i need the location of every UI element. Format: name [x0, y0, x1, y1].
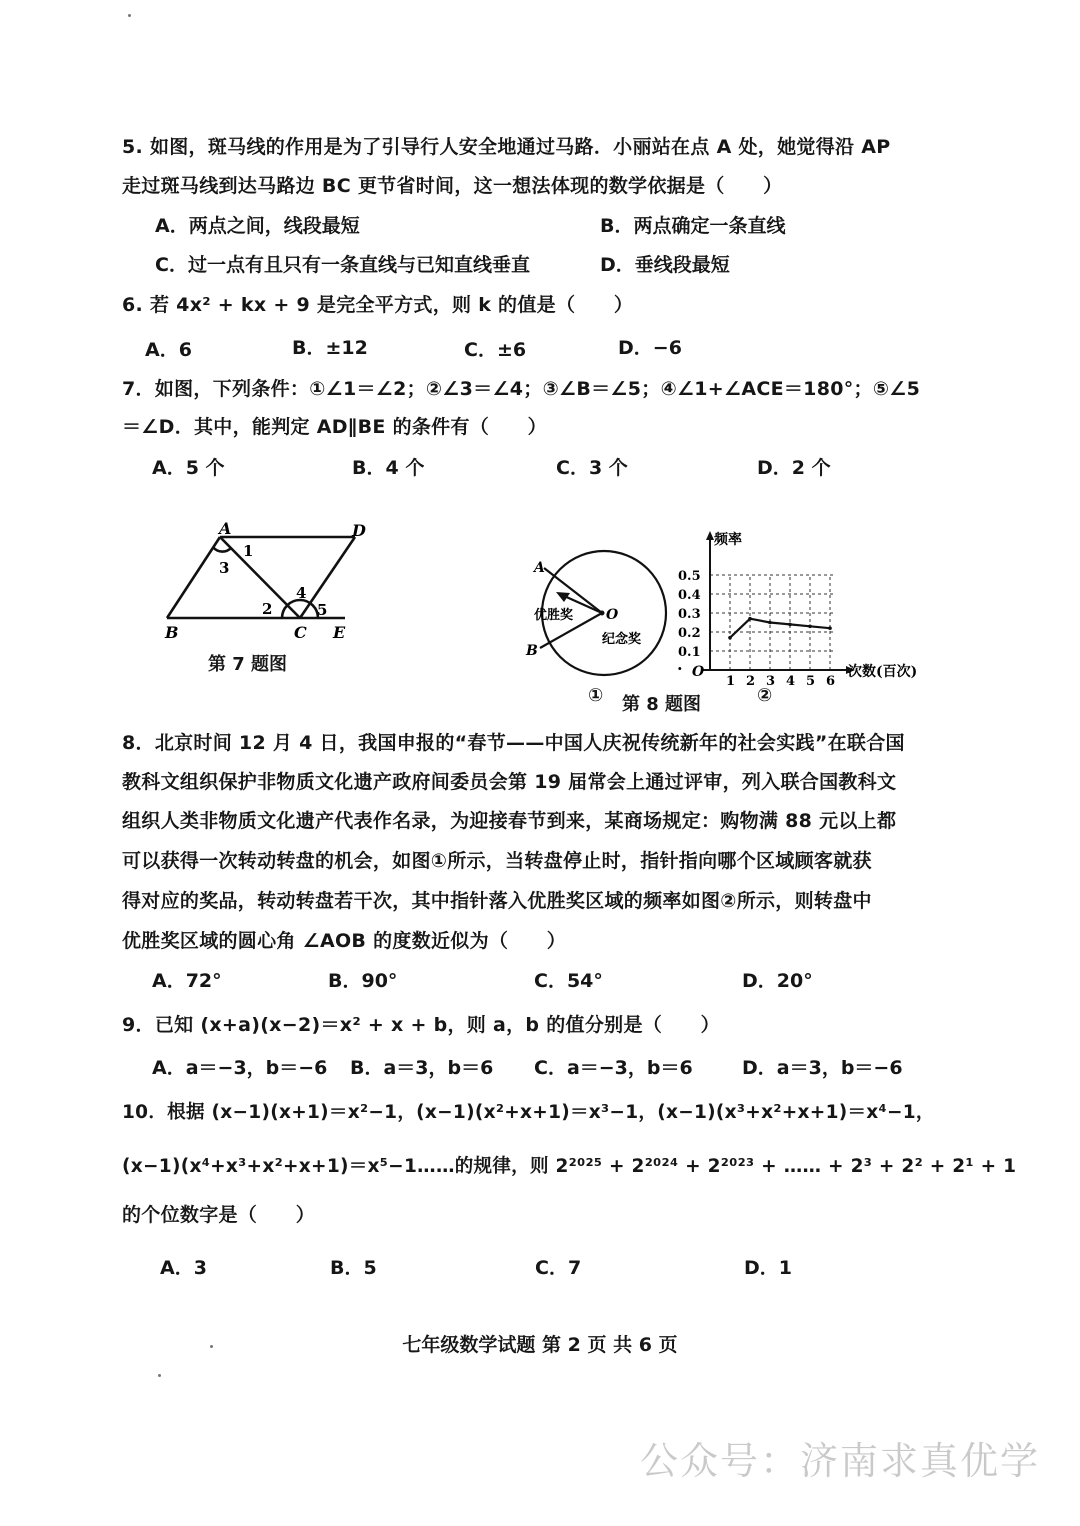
- chart-x-tick-label: 4: [786, 674, 796, 689]
- chart-origin-label: O: [692, 664, 705, 680]
- chart-x-tick-label: 2: [746, 674, 756, 689]
- q8-line-6: 优胜奖区域的圆心角 ∠AOB 的度数近似为（ ）: [122, 930, 567, 952]
- q6-option-d: D．−6: [618, 337, 682, 359]
- q10-option-c: C．7: [535, 1257, 582, 1279]
- q8-option-b: B．90°: [328, 970, 398, 992]
- spinner-region-souvenir: 纪念奖: [602, 632, 642, 647]
- q6-line-1: 6. 若 4x² + kx + 9 是完全平方式，则 k 的值是（ ）: [122, 294, 634, 316]
- q6-option-a: A．6: [145, 339, 192, 361]
- spinner-center: [600, 611, 605, 616]
- chart-y-arrow: [706, 531, 714, 540]
- chart-point: [828, 626, 832, 630]
- q10-line-2: (x−1)(x⁴+x³+x²+x+1)＝x⁵−1……的规律，则 2²⁰²⁵ + 2²⁰²⁴ + 2²⁰²³ + …… + 2³ + 2² + 2¹ + 1: [122, 1156, 1017, 1177]
- chart-y-tick-label: 0.3: [678, 607, 701, 622]
- q8-line-2: 教科文组织保护非物质文化遗产政府间委员会第 19 届常会上通过评审，列入联合国教科文: [122, 771, 897, 793]
- q5-line-2: 走过斑马线到达马路边 BC 更节省时间，这一想法体现的数学依据是（ ）: [122, 175, 783, 197]
- q10-option-d: D．1: [744, 1257, 792, 1279]
- figure-7-parallelogram: [155, 515, 385, 650]
- q6-option-b: B．±12: [292, 337, 368, 359]
- angle-arc-c: [282, 600, 318, 618]
- chart-x-tick-label: 6: [826, 674, 836, 689]
- chart-x-tick-label: 1: [726, 674, 736, 689]
- chart-y-tick-label: 0.4: [678, 588, 701, 603]
- chart-stray-dot: ·: [677, 659, 683, 678]
- q7-line-2: ＝∠D．其中，能判定 AD∥BE 的条件有（ ）: [122, 416, 547, 438]
- segment-ab: [167, 537, 220, 618]
- q7-line-1: 7．如图，下列条件：①∠1＝∠2；②∠3＝∠4；③∠B＝∠5；④∠1+∠ACE＝180°；⑤∠5: [122, 378, 921, 400]
- q8-line-3: 组织人类非物质文化遗产代表作名录，为迎接春节到来，某商场规定：购物满 88 元以上都: [122, 810, 897, 832]
- label-b: B: [165, 623, 179, 642]
- chart-y-label: 频率: [714, 532, 742, 548]
- figure-8-sub-1: ①: [588, 685, 604, 706]
- angle-arc-a: [213, 547, 231, 552]
- q9-option-b: B．a＝3，b＝6: [350, 1057, 494, 1079]
- chart-point: [788, 623, 792, 627]
- q10-line-3: 的个位数字是（ ）: [122, 1204, 316, 1226]
- chart-x-label: 次数(百次): [848, 664, 918, 680]
- label-angle-4: 4: [296, 584, 307, 602]
- q5-option-b: B．两点确定一条直线: [600, 215, 786, 237]
- label-angle-5: 5: [317, 601, 328, 619]
- chart-point: [768, 621, 772, 625]
- q9-option-d: D．a＝3，b＝−6: [742, 1057, 903, 1079]
- spinner-region-winner: 优胜奖: [534, 608, 574, 623]
- scan-speck: [128, 14, 131, 17]
- q10-option-a: A．3: [160, 1257, 207, 1279]
- q9-option-c: C．a＝−3，b＝6: [534, 1057, 693, 1079]
- label-d: D: [352, 521, 366, 540]
- q8-option-d: D．20°: [742, 970, 813, 992]
- scan-speck: [158, 1374, 161, 1377]
- page-footer: 七年级数学试题 第 2 页 共 6 页: [402, 1334, 678, 1356]
- chart-y-tick-label: 0.1: [678, 645, 701, 660]
- q10-line-1: 10．根据 (x−1)(x+1)＝x²−1，(x−1)(x²+x+1)＝x³−1，(x−1)(x³+x²+x+1)＝x⁴−1，: [122, 1102, 935, 1123]
- q7-option-a: A．5 个: [152, 457, 225, 479]
- q9-option-a: A．a＝−3，b＝−6: [152, 1057, 328, 1079]
- q6-option-c: C．±6: [464, 339, 527, 361]
- spinner-label-a: A: [534, 560, 545, 576]
- q8-line-1: 8．北京时间 12 月 4 日，我国申报的“春节——中国人庆祝传统新年的社会实践”在联合国: [122, 732, 905, 754]
- q5-line-1: 5. 如图，斑马线的作用是为了引导行人安全地通过马路．小丽站在点 A 处，她觉得沿 AP: [122, 136, 891, 158]
- figure-7-caption: 第 7 题图: [208, 654, 288, 675]
- figure-8-sub-2: ②: [757, 685, 773, 706]
- chart-y-tick-label: 0.5: [678, 569, 701, 584]
- spinner-label-b: B: [526, 643, 538, 659]
- label-e: E: [333, 623, 346, 642]
- q8-line-5: 得对应的奖品，转动转盘若干次，其中指针落入优胜奖区域的频率如图②所示，则转盘中: [122, 890, 872, 912]
- q10-option-b: B．5: [330, 1257, 377, 1279]
- figure-8-frequency-chart: [672, 528, 942, 690]
- chart-x-tick-label: 5: [806, 674, 816, 689]
- chart-point: [808, 625, 812, 629]
- label-a: A: [219, 519, 232, 538]
- label-angle-2: 2: [262, 600, 273, 618]
- radius-oa: [544, 568, 602, 613]
- q7-option-d: D．2 个: [757, 457, 831, 479]
- q9-line-1: 9．已知 (x+a)(x−2)＝x² + x + b，则 a，b 的值分别是（ ）: [122, 1014, 720, 1036]
- chart-series-line: [730, 619, 830, 638]
- watermark-text: 公众号：济南求真优学: [639, 1439, 1040, 1483]
- label-c: C: [294, 623, 307, 642]
- spinner-label-o: O: [606, 607, 619, 623]
- q7-option-c: C．3 个: [556, 457, 628, 479]
- chart-point: [728, 636, 732, 640]
- figure-8-spinner: [520, 540, 680, 690]
- chart-point: [748, 617, 752, 621]
- label-angle-1: 1: [243, 542, 254, 560]
- q5-option-a: A．两点之间，线段最短: [155, 215, 360, 237]
- q5-option-c: C．过一点有且只有一条直线与已知直线垂直: [155, 254, 530, 276]
- q8-option-c: C．54°: [534, 970, 603, 992]
- label-angle-3: 3: [219, 559, 230, 577]
- chart-y-tick-label: 0.2: [678, 626, 701, 641]
- q7-option-b: B．4 个: [352, 457, 425, 479]
- figure-8-caption: 第 8 题图: [622, 694, 702, 715]
- q8-line-4: 可以获得一次转动转盘的机会，如图①所示，当转盘停止时，指针指向哪个区域顾客就获: [122, 850, 872, 872]
- chart-x-tick-label: 3: [766, 674, 776, 689]
- q8-option-a: A．72°: [152, 970, 222, 992]
- segment-dc: [300, 537, 355, 618]
- q5-option-d: D．垂线段最短: [600, 254, 730, 276]
